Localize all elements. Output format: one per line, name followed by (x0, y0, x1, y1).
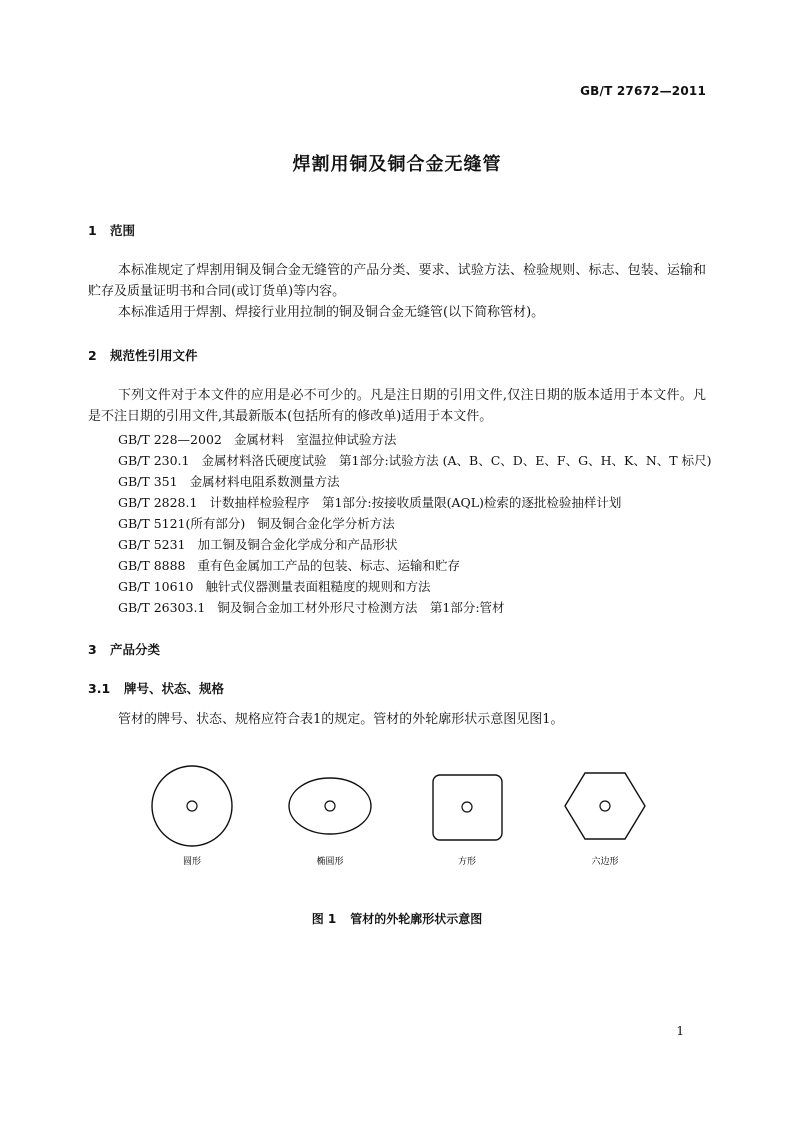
section-1-number: 1 (88, 223, 97, 238)
round-shape (152, 766, 232, 867)
reference-item (118, 514, 395, 532)
reference-title: 加工铜及铜合金化学成分和产品形状 (197, 537, 398, 552)
square-label: 方形 (457, 857, 477, 867)
page-number: 1 (676, 1024, 684, 1038)
section-3-title: 产品分类 (110, 642, 161, 657)
section-1-heading (88, 221, 135, 239)
reference-code: GB/T 10610 (118, 579, 194, 594)
section-3-heading (88, 640, 160, 658)
figure-caption-label: 图 1 (311, 912, 337, 926)
round-outline (152, 766, 232, 846)
reference-item (118, 451, 711, 469)
oval-shape (289, 778, 371, 867)
reference-title: 金属材料电阻系数测量方法 (189, 474, 340, 489)
square-outline (433, 775, 502, 840)
hexagon-outline (565, 773, 645, 839)
reference-code: GB/T 26303.1 (118, 600, 206, 615)
reference-item (118, 430, 396, 448)
reference-code: GB/T 228—2002 (118, 432, 222, 447)
reference-title: 金属材料 室温拉伸试验方法 (233, 432, 397, 447)
section-1-title: 范围 (110, 223, 136, 238)
hexagon-shape (565, 773, 645, 867)
section-3-1-number: 3.1 (88, 681, 111, 696)
reference-title: 触针式仪器测量表面粗糙度的规则和方法 (205, 579, 431, 594)
reference-code: GB/T 8888 (118, 558, 186, 573)
section-2-number: 2 (88, 348, 97, 363)
reference-item (118, 598, 505, 616)
reference-item (118, 472, 340, 490)
reference-item (118, 535, 398, 553)
section-3-1-title: 牌号、状态、规格 (124, 681, 225, 696)
reference-title: 重有色金属加工产品的包装、标志、运输和贮存 (197, 558, 461, 573)
document-title: 焊割用铜及铜合金无缝管 (292, 154, 502, 175)
reference-code: GB/T 351 (118, 474, 178, 489)
square-shape (433, 775, 502, 867)
reference-item (118, 493, 621, 511)
standard-number: GB/T 27672—2011 (580, 84, 706, 98)
round-label: 圆形 (182, 857, 202, 867)
section-2-heading (88, 346, 198, 364)
section-3-number: 3 (88, 642, 97, 657)
reference-title: 计数抽样检验程序 第1部分:按接收质量限(AQL)检索的逐批检验抽样计划 (209, 495, 622, 510)
reference-title: 铜及铜合金化学分析方法 (257, 516, 395, 531)
square-bore (462, 802, 472, 812)
reference-code: GB/T 5121(所有部分) (118, 516, 246, 531)
hexagon-bore (600, 801, 610, 811)
reference-code: GB/T 230.1 (118, 453, 190, 468)
reference-code: GB/T 5231 (118, 537, 186, 552)
reference-title: 铜及铜合金加工材外形尺寸检测方法 第1部分:管材 (217, 600, 505, 615)
section-2-title: 规范性引用文件 (110, 348, 198, 363)
reference-item (118, 577, 430, 595)
section-3-1-heading (88, 679, 224, 697)
oval-outline (289, 778, 371, 834)
tube-shapes-figure (0, 760, 794, 880)
reference-item (118, 556, 460, 574)
section-1-paragraph-1: 本标准规定了焊割用铜及铜合金无缝管的产品分类、要求、试验方法、检验规则、标志、包装、运输和贮存及质量证明书和合同(或订货单)等内容。 (88, 263, 706, 299)
section-2-paragraph-1: 下列文件对于本文件的应用是必不可少的。凡是注日期的引用文件,仅注日期的版本适用于本文件。凡是不注日期的引用文件,其最新版本(包括所有的修改单)适用于本文件。 (88, 388, 706, 424)
reference-code: GB/T 2828.1 (118, 495, 198, 510)
round-bore (187, 801, 197, 811)
section-1-paragraph-2: 本标准适用于焊割、焊接行业用拉制的铜及铜合金无缝管(以下简称管材)。 (118, 305, 545, 320)
section-3-1-paragraph-1: 管材的牌号、状态、规格应符合表1的规定。管材的外轮廓形状示意图见图1。 (118, 712, 564, 727)
oval-bore (325, 801, 335, 811)
reference-title: 金属材料洛氏硬度试验 第1部分:试验方法 (A、B、C、D、E、F、G、H、K、N、T 标尺) (201, 453, 712, 468)
oval-label: 椭圆形 (316, 857, 344, 867)
figure-caption-title: 管材的外轮廓形状示意图 (350, 912, 483, 926)
figure-caption (0, 910, 794, 927)
hexagon-label: 六边形 (591, 857, 619, 867)
